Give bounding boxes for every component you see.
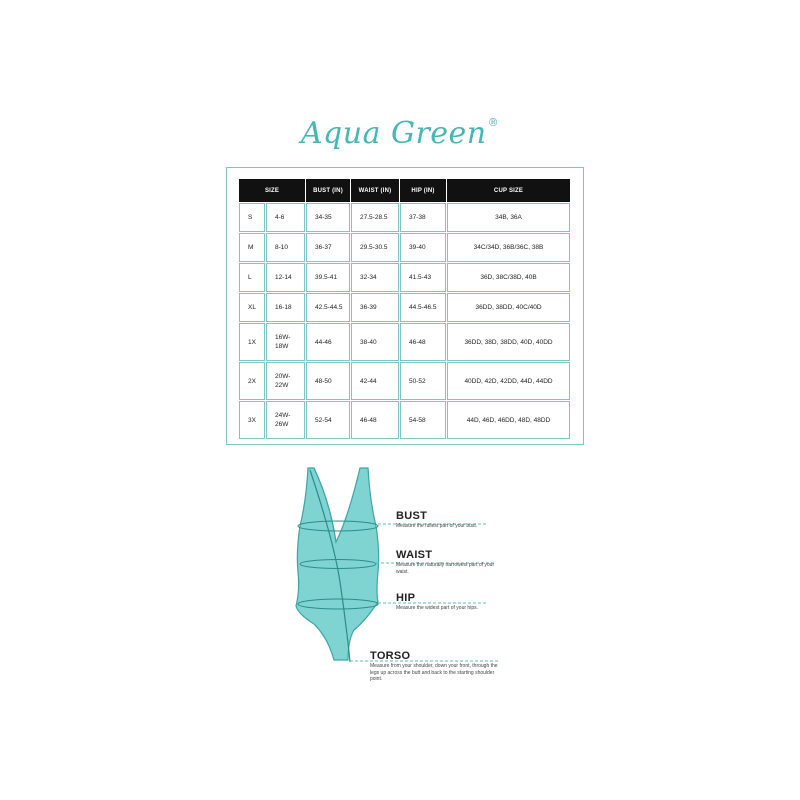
cup-cell: 34C/34D, 36B/36C, 38B xyxy=(447,233,570,262)
hip-cell: 50-52 xyxy=(400,362,446,400)
header-waist: WAIST (IN) xyxy=(351,179,399,202)
bust-cell: 52-54 xyxy=(306,401,350,439)
hip-cell: 37-38 xyxy=(400,203,446,232)
size-label: 2X xyxy=(239,362,265,400)
brand-name: Aqua Green xyxy=(300,116,487,151)
waist-cell: 29.5-30.5 xyxy=(351,233,399,262)
hip-cell: 39-40 xyxy=(400,233,446,262)
waist-cell: 36-39 xyxy=(351,293,399,322)
numeric-size: 16-18 xyxy=(266,293,305,322)
registered-mark: ® xyxy=(487,116,500,129)
bust-cell: 39.5-41 xyxy=(306,263,350,292)
numeric-size: 8-10 xyxy=(266,233,305,262)
size-label: 1X xyxy=(239,323,265,361)
table-row xyxy=(239,263,570,292)
waist-label xyxy=(396,549,496,575)
bust-cell: 42.5-44.5 xyxy=(306,293,350,322)
size-label: 3X xyxy=(239,401,265,439)
table-row xyxy=(239,233,570,262)
header-bust: BUST (IN) xyxy=(306,179,350,202)
bust-description: Measure the fullest part of your bust. xyxy=(396,523,478,529)
waist-description: Measure the naturally narrowest part of your waist. xyxy=(396,562,495,575)
torso-title: TORSO xyxy=(370,650,411,662)
bust-cell: 44-46 xyxy=(306,323,350,361)
waist-cell: 46-48 xyxy=(351,401,399,439)
waist-cell: 32-34 xyxy=(351,263,399,292)
size-label: M xyxy=(239,233,265,262)
numeric-size: 4-6 xyxy=(266,203,305,232)
header-size: SIZE xyxy=(239,179,305,202)
bust-title: BUST xyxy=(396,510,428,522)
waist-title: WAIST xyxy=(396,549,433,561)
hip-cell: 44.5-46.5 xyxy=(400,293,446,322)
brand-logo xyxy=(0,116,800,151)
cup-cell: 44D, 46D, 46DD, 48D, 48DD xyxy=(447,401,570,439)
table-row xyxy=(239,362,570,400)
waist-cell: 27.5-28.5 xyxy=(351,203,399,232)
waist-cell: 38-40 xyxy=(351,323,399,361)
numeric-size: 20W-22W xyxy=(266,362,305,400)
numeric-size: 16W-18W xyxy=(266,323,305,361)
bust-cell: 34-35 xyxy=(306,203,350,232)
cup-cell: 36DD, 38D, 38DD, 40D, 40DD xyxy=(447,323,570,361)
cup-cell: 36D, 38C/38D, 40B xyxy=(447,263,570,292)
header-cup-size: CUP SIZE xyxy=(447,179,570,202)
table-header-row xyxy=(239,179,570,202)
waist-cell: 42-44 xyxy=(351,362,399,400)
cup-cell: 40DD, 42D, 42DD, 44D, 44DD xyxy=(447,362,570,400)
cup-cell: 36DD, 38DD, 40C/40D xyxy=(447,293,570,322)
hip-cell: 54-58 xyxy=(400,401,446,439)
bust-label xyxy=(396,510,496,530)
bust-cell: 48-50 xyxy=(306,362,350,400)
size-chart-table xyxy=(238,178,571,440)
hip-description: Measure the widest part of your hips. xyxy=(396,605,478,611)
header-hip: HIP (IN) xyxy=(400,179,446,202)
torso-label xyxy=(370,650,505,683)
torso-description: Measure from your shoulder, down your front, through the legs up across the butt and back to the starting shoulder point. xyxy=(370,663,498,682)
table-row xyxy=(239,323,570,361)
cup-cell: 34B, 36A xyxy=(447,203,570,232)
size-label: S xyxy=(239,203,265,232)
hip-cell: 41.5-43 xyxy=(400,263,446,292)
size-label: XL xyxy=(239,293,265,322)
bust-cell: 36-37 xyxy=(306,233,350,262)
hip-label xyxy=(396,592,496,612)
numeric-size: 24W-26W xyxy=(266,401,305,439)
hip-title: HIP xyxy=(396,592,416,604)
size-label: L xyxy=(239,263,265,292)
numeric-size: 12-14 xyxy=(266,263,305,292)
table-row xyxy=(239,203,570,232)
table-row xyxy=(239,293,570,322)
table-row xyxy=(239,401,570,439)
hip-cell: 46-48 xyxy=(400,323,446,361)
